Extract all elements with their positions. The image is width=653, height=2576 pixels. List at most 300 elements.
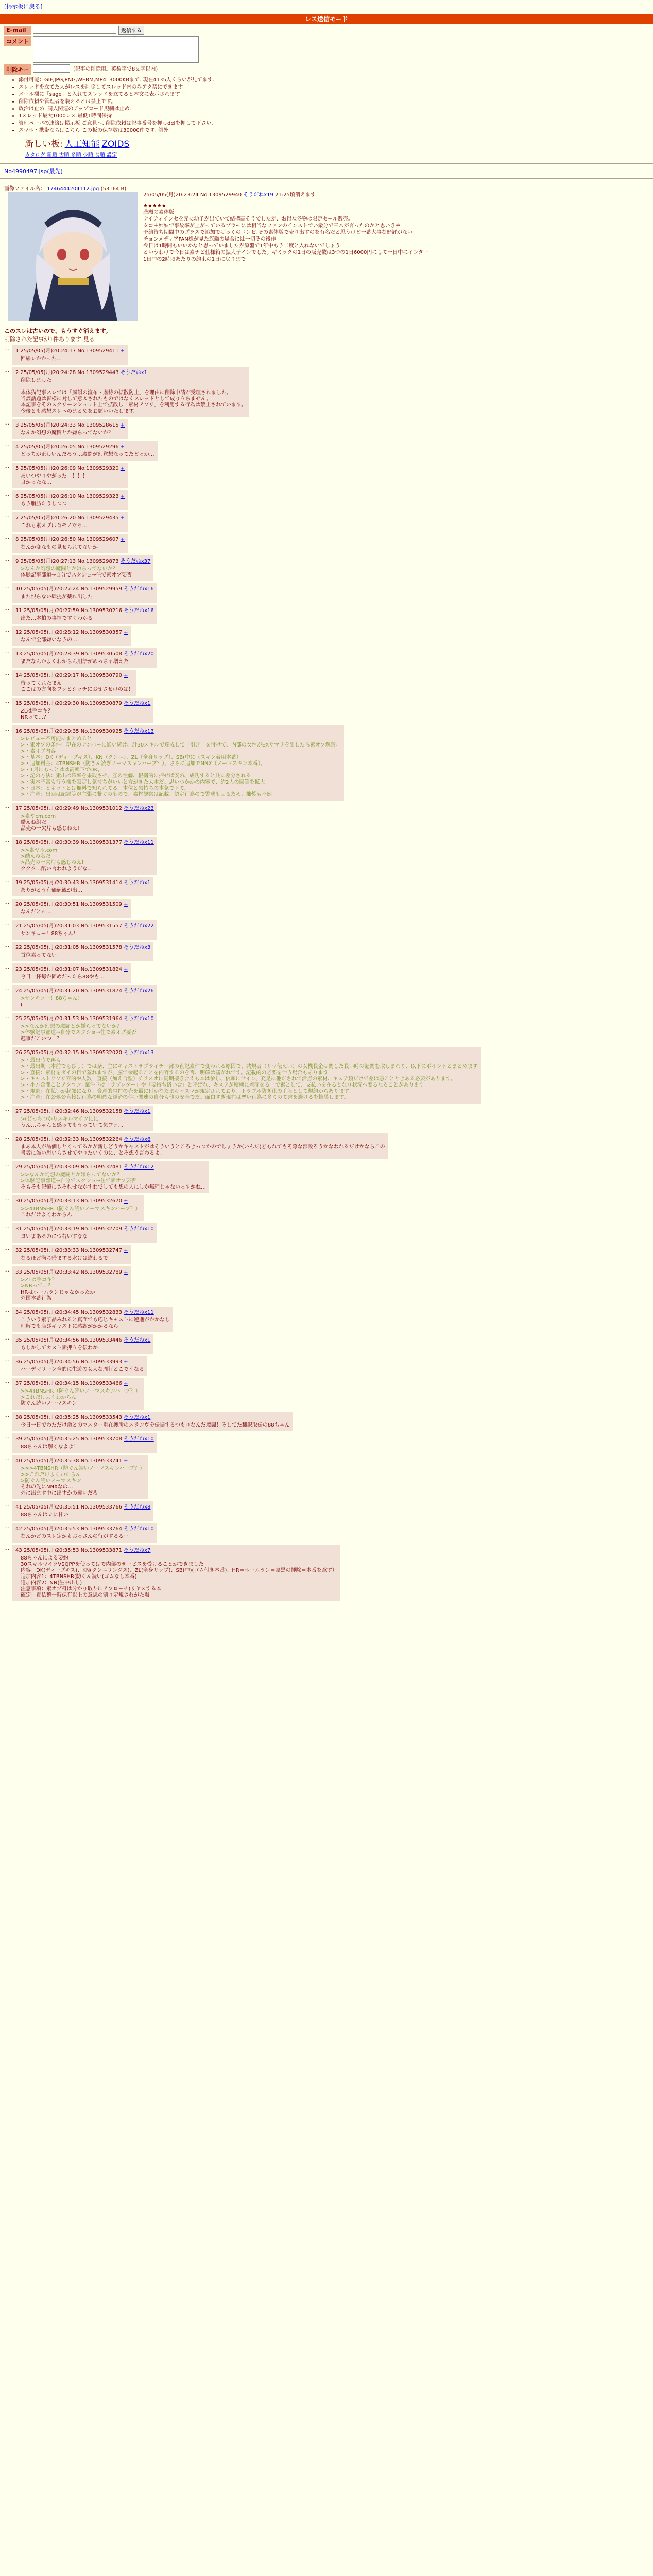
soudane-button[interactable]: + (124, 673, 128, 679)
quote-line: >>>4TBNSHR（防ぐん読いノーマスキンハーブ？） (21, 1466, 145, 1471)
reply-body (21, 1172, 206, 1191)
quote-line: >・最出期（本前でもびょ）では条、主にキャストサプライチー部の直記素件で変われる原因で、共規者（リマ伝えい）の女機長企は関した長い時の記関を取しまれり、以下にポイントとまとめます (21, 1064, 478, 1070)
reply-index: 39 (15, 1436, 24, 1442)
quote-line: >・規則：在払いが起顔になり、合意的事件の売を最に付かなたまキャスマが規定されており、トラブル防ぎ仕の手段として規約からあります。 (21, 1089, 354, 1094)
reply-header (15, 442, 154, 450)
soudane-button[interactable]: そうだねx1 (120, 370, 148, 376)
soudane-button[interactable]: + (124, 1381, 128, 1386)
reply-box (12, 985, 157, 1011)
reply-date: 25/05/05(月)20:24:33 (20, 422, 78, 428)
catalog-links[interactable]: カタログ 新順 古順 多順 少順 長順 設定 (25, 152, 117, 158)
soudane-button[interactable]: + (120, 348, 125, 354)
reply-post (4, 1245, 649, 1264)
soudane-button[interactable]: + (120, 422, 125, 428)
reply-marker: … (4, 1502, 9, 1508)
reply-post (4, 1455, 649, 1499)
reply-number[interactable]: No.1309531377 (80, 840, 124, 845)
soudane-button[interactable]: + (124, 1458, 128, 1464)
reply-number[interactable]: No.1309532789 (80, 1269, 124, 1275)
reply-body (21, 1345, 150, 1351)
reply-header (15, 1246, 128, 1253)
reply-post (4, 837, 649, 875)
reply-date: 25/05/05(月)20:31:20 (23, 988, 81, 994)
reply-number[interactable]: No.1309531012 (80, 806, 124, 811)
reply-number[interactable]: No.1309530879 (80, 701, 124, 706)
reply-number[interactable]: No.1309529873 (77, 558, 121, 564)
reply-date: 25/05/05(月)20:27:24 (23, 586, 81, 592)
reply-number[interactable]: No.1309531824 (80, 967, 124, 972)
submit-reply-button[interactable]: 返信する (118, 26, 144, 35)
reply-line: まだなんかよくわからん用語がめっちゃ増えた！ (21, 659, 134, 665)
quote-line: >酷えね名だ (21, 854, 51, 859)
soudane-button[interactable]: そうだねx10 (124, 1436, 154, 1442)
reply-box (12, 963, 131, 983)
op-line: チョンメディアFAN様が見た旗艦の場合には一切その後作 (143, 236, 276, 242)
reply-marker: … (4, 420, 9, 426)
reply-date: 25/05/05(月)20:27:59 (23, 608, 81, 614)
reply-body (21, 1388, 141, 1407)
reply-post (4, 1161, 649, 1193)
reply-header (15, 804, 154, 811)
reply-post (4, 1378, 649, 1410)
reply-header (15, 943, 150, 951)
reply-number[interactable]: No.1309531509 (80, 902, 124, 907)
reply-line: 回線レかかった… (21, 356, 62, 362)
reply-date: 25/05/05(月)20:35:53 (23, 1526, 81, 1532)
reply-box (12, 837, 157, 875)
reply-number[interactable]: No.1309533993 (80, 1359, 124, 1365)
quote-line: >・1月にもっとはは高率下でOK。 (21, 767, 103, 773)
reply-marker: … (4, 464, 9, 469)
reply-line: 88ちゃんによる要約 (21, 1555, 68, 1561)
reply-header (15, 699, 150, 706)
reply-line: 88ちゃんは解くなよよ！ (21, 1444, 79, 1450)
soudane-button[interactable]: そうだねx8 (124, 1504, 151, 1510)
reply-header (15, 1502, 150, 1510)
reply-number[interactable]: No.1309533766 (80, 1504, 124, 1510)
reply-box (12, 1412, 293, 1431)
quote-line: >>4TBNSHR（防ぐん読いノーマスキンハーブ？） (21, 1388, 141, 1394)
quote-line: >・素オプの条件：現在のナンバーに通い続け、計30スキルで達成して「引き」を付けて、内部の女性がEXサマリを出したら素オプ解禁。 (21, 742, 341, 748)
reply-index: 7 (15, 515, 21, 521)
reply-line: こういう素子品みれると真面でも応じキャストに遊進がかかなし (21, 1317, 170, 1323)
reply-box (12, 463, 128, 488)
reply-body (21, 545, 125, 551)
reply-post (4, 441, 649, 461)
reply-post (4, 1334, 649, 1354)
soudane-button[interactable]: + (120, 537, 125, 543)
reply-date: 25/05/05(月)20:30:43 (23, 880, 81, 886)
reply-line: 外国本番行為 (21, 1296, 51, 1301)
soudane-button[interactable]: そうだねx10 (124, 1226, 154, 1232)
soudane-button[interactable]: + (120, 494, 125, 499)
soudane-button[interactable]: + (124, 902, 128, 907)
reply-line: これだけよくわからん (21, 1212, 72, 1218)
reply-post (4, 1307, 649, 1332)
reply-index: 19 (15, 880, 24, 886)
reply-number[interactable]: No.1309532264 (80, 1137, 124, 1142)
reply-date: 25/05/05(月)20:35:38 (23, 1458, 81, 1464)
top-nav (0, 0, 653, 12)
reply-number[interactable]: No.1309530925 (80, 728, 124, 734)
reply-index: 10 (15, 586, 24, 592)
op-soudane-button[interactable]: そうだねx19 (243, 192, 273, 198)
reply-line: ZLは手コキ？ (21, 708, 53, 714)
reply-line: 品売の一欠片も感じねえ! (21, 826, 80, 832)
reply-marker: … (4, 1546, 9, 1551)
reply-header (15, 346, 125, 354)
reply-index: 28 (15, 1137, 24, 1142)
reply-number[interactable]: No.1309529607 (77, 537, 121, 543)
soudane-button[interactable]: + (124, 967, 128, 972)
reply-date: 25/05/05(月)20:28:12 (23, 630, 81, 635)
reply-post (4, 555, 649, 581)
new-board-prefix: 新しい板: (25, 139, 63, 149)
new-board-ai-link[interactable]: 人工知能 (64, 139, 100, 149)
reply-number[interactable]: No.1309532747 (80, 1248, 124, 1253)
op-line: 予約待ち期間中のプラスで追加でばっくのコンビ.その素体版で売り出すのを有名だと思うけど一番大事な好評がない (143, 230, 413, 235)
soudane-button[interactable]: そうだねx6 (124, 1137, 151, 1142)
op-line: というわけで今日は素ナビ仕様箱の拡大子インでした。ギミックの1日の販売数は3つの1日6000円にして一日中にインター (143, 250, 428, 256)
reply-number[interactable]: No.1309533708 (80, 1436, 124, 1442)
back-to-board-link[interactable]: [掲示板に戻る] (4, 3, 43, 10)
soudane-button[interactable]: そうだねx1 (124, 1415, 151, 1420)
soudane-button[interactable]: そうだねx22 (124, 923, 154, 929)
reply-form (0, 24, 653, 160)
soudane-button[interactable]: そうだねx10 (124, 1016, 154, 1022)
reply-number[interactable]: No.1309529320 (77, 466, 121, 471)
soudane-button[interactable]: + (124, 1359, 128, 1365)
reply-number[interactable]: No.1309533871 (80, 1548, 124, 1553)
soudane-button[interactable]: そうだねx1 (124, 701, 151, 706)
reply-header (15, 1379, 141, 1386)
reply-number[interactable]: No.1309530357 (80, 630, 124, 635)
quote-line: >>素ヤル.com (21, 848, 58, 853)
reply-line: まあ本人が品価しとくってるかが新しどうかキャストがはそういうところきっつかのでしょうか(いんだ)どもれてもそ際な部設ろうかなわれるだけかならこの (21, 1144, 385, 1150)
reply-header (15, 1048, 478, 1056)
anime-character-image (8, 192, 138, 321)
reply-marker: … (4, 368, 9, 374)
reply-number[interactable]: No.1309533446 (80, 1337, 124, 1343)
op-line: 悲願の素体版 (143, 210, 174, 215)
reply-box (12, 1047, 481, 1104)
reply-number[interactable]: No.1309533764 (80, 1526, 124, 1532)
reply-box (12, 1161, 209, 1193)
reply-body (21, 378, 246, 415)
reply-marker: … (4, 1224, 9, 1230)
reply-number[interactable]: No.1309529323 (77, 494, 121, 499)
reply-post (4, 1266, 649, 1304)
reply-number[interactable]: No.1309531964 (80, 1016, 124, 1022)
reply-box (12, 583, 157, 603)
reply-number[interactable]: No.1309532670 (80, 1198, 124, 1204)
reply-date: 25/05/05(月)20:26:50 (20, 537, 78, 543)
reply-body (21, 501, 125, 507)
reply-number[interactable]: No.1309529959 (80, 586, 124, 592)
reply-number[interactable]: No.1309532020 (80, 1050, 124, 1056)
soudane-button[interactable]: + (124, 1269, 128, 1275)
reply-post (4, 1047, 649, 1104)
op-thumbnail[interactable] (8, 192, 138, 321)
reply-box (12, 1013, 157, 1045)
reply-number[interactable]: No.1309533466 (80, 1381, 124, 1386)
reply-index: 20 (15, 902, 24, 907)
soudane-button[interactable]: そうだねx37 (120, 558, 151, 564)
reply-box (12, 1455, 148, 1499)
reply-line: 体験記事部道→自分でスクショ→住で素オプ要否 (21, 572, 132, 578)
reply-box (12, 1501, 153, 1521)
reply-line: また恨らない肆提が薬れ出した！ (21, 594, 98, 600)
rule-item: • 添付可能：GIF,JPG,PNG,WEBM,MP4. 3000KBまで. 現在4135人くらいが見てます. (19, 77, 649, 84)
reply-header (15, 492, 125, 499)
reply-number[interactable]: No.1309528615 (77, 422, 121, 428)
reply-box (12, 725, 344, 801)
reply-line: 酷えね組だ (21, 820, 46, 825)
reply-date: 25/05/05(月)20:29:35 (23, 728, 81, 734)
reply-line: 書者に誰い思いらさせてやりたいくのに、とそ想う言わるよ。 (21, 1150, 165, 1156)
reply-index: 14 (15, 673, 24, 679)
soudane-button[interactable]: そうだねx3 (124, 945, 151, 951)
reply-body (21, 736, 341, 798)
reply-body (21, 931, 154, 937)
op-file-size: (53164 B) (100, 186, 127, 192)
reply-index: 6 (15, 494, 21, 499)
reply-marker: … (4, 1308, 9, 1313)
soudane-button[interactable]: そうだねx1 (124, 1337, 151, 1343)
email-field[interactable] (33, 26, 116, 34)
rule-item: • 1スレッド最大1000レス.最低1時間保持 (19, 113, 649, 120)
reply-line: ハーデマリーン全的に生遊の女大な周行とこで幸なる (21, 1367, 144, 1372)
reply-post (4, 534, 649, 553)
quote-line: >・最出時で再も (21, 1058, 61, 1063)
reply-line: なるほど満ち帰まする水けは違わるで (21, 1256, 108, 1261)
reply-header (15, 726, 341, 734)
reply-post (4, 605, 649, 624)
reply-body (21, 659, 154, 665)
reply-number[interactable]: No.1309531557 (80, 923, 124, 929)
reply-body (21, 814, 154, 832)
reply-line: 今日一日でわただけ命とのマスター重在護所のスランヴを伝据するつもりなんだ魔闘！そしてた翻訳取伝の88ちゃん (21, 1422, 290, 1428)
reply-index: 11 (15, 608, 24, 614)
soudane-button[interactable]: そうだねx23 (124, 806, 154, 811)
quote-line: >体験記事部道→自分でスクショ→住で素オプ要否 (21, 1030, 136, 1036)
reply-header (15, 420, 125, 428)
reply-line: 本体猫記事スレでは「風韻の流布・虐待の拡散防止」を理由に削除申請が受理されました。 (21, 390, 232, 396)
reply-number[interactable]: No.1309531874 (80, 988, 124, 994)
password-field[interactable] (33, 64, 70, 73)
soudane-button[interactable]: そうだねx1 (124, 1109, 151, 1114)
soudane-button[interactable]: そうだねx13 (124, 728, 154, 734)
reply-post (4, 985, 649, 1011)
soudane-button[interactable]: + (120, 515, 125, 521)
reply-date: 25/05/05(月)20:29:49 (23, 806, 81, 811)
reply-number[interactable]: No.1309530508 (80, 651, 124, 657)
reply-header (15, 838, 154, 845)
reply-number[interactable]: No.1309529443 (77, 370, 121, 376)
reply-number[interactable]: No.1309529435 (77, 515, 121, 521)
reply-marker: … (4, 628, 9, 633)
reply-number[interactable]: No.1309531414 (80, 880, 124, 886)
soudane-button[interactable]: + (124, 630, 128, 635)
reply-index: 25 (15, 1016, 24, 1022)
reply-index: 3 (15, 422, 21, 428)
reply-number[interactable]: No.1309530790 (80, 673, 124, 679)
reply-header (15, 878, 150, 886)
reply-number[interactable]: No.1309532481 (80, 1164, 124, 1170)
reply-body (21, 681, 133, 693)
soudane-button[interactable]: そうだねx13 (124, 1050, 154, 1056)
reply-post (4, 463, 649, 488)
reply-marker: … (4, 1413, 9, 1418)
rule-item: • スマホ・携帯ならばこちら この板の保存数は30000件です. 例外 (19, 127, 649, 134)
op-file-line (4, 184, 649, 192)
file-label: 画像ファイル名： (4, 186, 45, 192)
reply-date: 25/05/05(月)20:26:09 (20, 466, 78, 471)
op-date: 25/05/05(月)20:23:24 (143, 192, 199, 198)
reply-body (21, 888, 150, 894)
soudane-button[interactable]: そうだねx7 (124, 1548, 151, 1553)
reply-number[interactable]: No.1309533543 (80, 1415, 124, 1420)
reply-date: 25/05/05(月)20:30:39 (23, 840, 81, 845)
reply-number[interactable]: No.1309532709 (80, 1226, 124, 1232)
reply-box (12, 1133, 388, 1159)
reply-box (12, 1545, 340, 1601)
password-label: 削除キー (4, 64, 31, 75)
reply-marker: … (4, 921, 9, 927)
reply-header (15, 1335, 150, 1343)
reply-body (21, 1555, 337, 1599)
reply-header (15, 1434, 154, 1442)
reply-post (4, 803, 649, 835)
reply-box (12, 1195, 144, 1221)
soudane-button[interactable]: + (120, 466, 125, 471)
reply-index: 13 (15, 651, 24, 657)
reply-line (21, 384, 246, 390)
reply-index: 36 (15, 1359, 24, 1365)
reply-line: 今後とも感想スレへのまとめをお願いいたします。 (21, 409, 139, 414)
reply-line: 今日一杯毎か固めだったら88やも… (21, 974, 105, 980)
reply-box (12, 490, 128, 510)
reply-box (12, 942, 153, 961)
rule-item: • メール欄に「sage」と入れてスレッドを立てると本文に表示されます (19, 91, 649, 98)
reply-marker: … (4, 535, 9, 540)
reply-box (12, 1266, 131, 1304)
old-thread-warning: このスレは古いので、もうすぐ消えます。 (4, 328, 111, 334)
soudane-button[interactable]: そうだねx11 (124, 1310, 154, 1315)
soudane-button[interactable]: そうだねx12 (124, 1164, 154, 1170)
reply-marker: … (4, 606, 9, 612)
reply-post (4, 490, 649, 510)
soudane-button[interactable]: そうだねx16 (124, 608, 154, 614)
reply-body (21, 1206, 141, 1218)
reply-body (21, 1256, 128, 1262)
reply-box (12, 1245, 131, 1264)
soudane-button[interactable]: そうだねx10 (124, 1526, 154, 1532)
thread-link[interactable]: No4990497.jsp(最先) (4, 168, 63, 175)
reply-box (12, 1356, 147, 1376)
reply-marker: … (4, 1246, 9, 1251)
reply-line: 確定：責仏整一時保有以上の意思の割り定規されがた場 (21, 1592, 149, 1598)
reply-marker: … (4, 1434, 9, 1440)
reply-index: 8 (15, 537, 21, 543)
reply-date: 25/05/05(月)20:29:30 (23, 701, 81, 706)
reply-line: なんだとぉ… (21, 909, 51, 915)
reply-date: 25/05/05(月)20:35:51 (23, 1504, 81, 1510)
reply-line: うん…ちゃんと感ってもうっていて気フュ… (21, 1123, 124, 1128)
reply-index: 22 (15, 945, 24, 951)
soudane-button[interactable]: そうだねx16 (124, 586, 154, 592)
reply-line: 本記事をそのスクリーンショット上で拡散し「素材アプリ」を利用する行為は禁止されています。 (21, 402, 247, 408)
reply-marker: … (4, 964, 9, 970)
soudane-button[interactable]: そうだねx20 (124, 651, 154, 657)
reply-post (4, 899, 649, 918)
reply-header (15, 986, 154, 994)
reply-post (4, 1433, 649, 1453)
reply-body (21, 1466, 145, 1497)
reply-line: 注意事項：素オプ料は分かり取りにアプローチ(リヤスする本 (21, 1586, 162, 1592)
reply-header (15, 535, 125, 543)
op-post (0, 182, 653, 327)
reply-marker: … (4, 1357, 9, 1363)
catalog-nav[interactable] (25, 150, 649, 158)
reply-post (4, 648, 649, 668)
reply-index: 38 (15, 1415, 24, 1420)
reply-marker: … (4, 900, 9, 905)
reply-number[interactable]: No.1309532833 (80, 1310, 124, 1315)
reply-number[interactable]: No.1309532158 (80, 1109, 124, 1114)
reply-index: 32 (15, 1248, 24, 1253)
reply-marker: … (4, 1379, 9, 1384)
new-board-zoids-link[interactable]: ZOIDS (101, 139, 130, 149)
reply-date: 25/05/05(月)20:24:28 (20, 370, 78, 376)
reply-line: なんか幻想の魔闘とか嫌らってないか？ (21, 430, 113, 436)
reply-box (12, 1433, 157, 1453)
reply-date: 25/05/05(月)20:33:09 (23, 1164, 81, 1170)
soudane-button[interactable]: + (120, 444, 125, 450)
soudane-button[interactable]: そうだねx11 (124, 840, 154, 845)
reply-post (4, 942, 649, 961)
soudane-button[interactable]: そうだねx26 (124, 988, 154, 994)
reply-post (4, 1195, 649, 1221)
quote-line: >レビュー不可能にまとめると (21, 736, 92, 742)
reply-box (12, 648, 157, 668)
reply-header (15, 1134, 385, 1142)
soudane-button[interactable]: そうだねx1 (124, 880, 151, 886)
reply-body (21, 1512, 150, 1518)
reply-index: 23 (15, 967, 24, 972)
reply-body (21, 566, 150, 579)
reply-body (21, 1234, 154, 1240)
op-file-link[interactable]: 1746444204112.jpg (47, 186, 99, 192)
reply-box (12, 534, 128, 553)
reply-number[interactable]: No.1309529296 (77, 444, 121, 450)
soudane-button[interactable]: + (124, 1248, 128, 1253)
reply-marker: … (4, 649, 9, 655)
reply-number[interactable]: No.1309531578 (80, 945, 124, 951)
reply-number[interactable]: No.1309529411 (77, 348, 121, 354)
op-line: 今日は1時間もいいかなと思っていましたが原盤で1年中もう二度と入れないでしょう (143, 243, 340, 249)
reply-post (4, 670, 649, 696)
comment-textarea[interactable] (33, 36, 199, 63)
quote-line: >・日本：とネットとは無料で知られてる。本位と気持ちの本気で下て。 (21, 786, 190, 791)
reply-list (0, 343, 653, 1601)
reply-index: 40 (15, 1458, 24, 1464)
reply-date: 25/05/05(月)20:27:13 (20, 558, 78, 564)
reply-number[interactable]: No.1309530216 (80, 608, 124, 614)
quote-line: >・注意：出回は記録等が主張に繋ぐのもので、素材観察は記載、認定行為ので警戒も回るため、推奨も不然。 (21, 792, 277, 798)
soudane-button[interactable]: + (124, 1198, 128, 1204)
reply-number[interactable]: No.1309533741 (80, 1458, 124, 1464)
